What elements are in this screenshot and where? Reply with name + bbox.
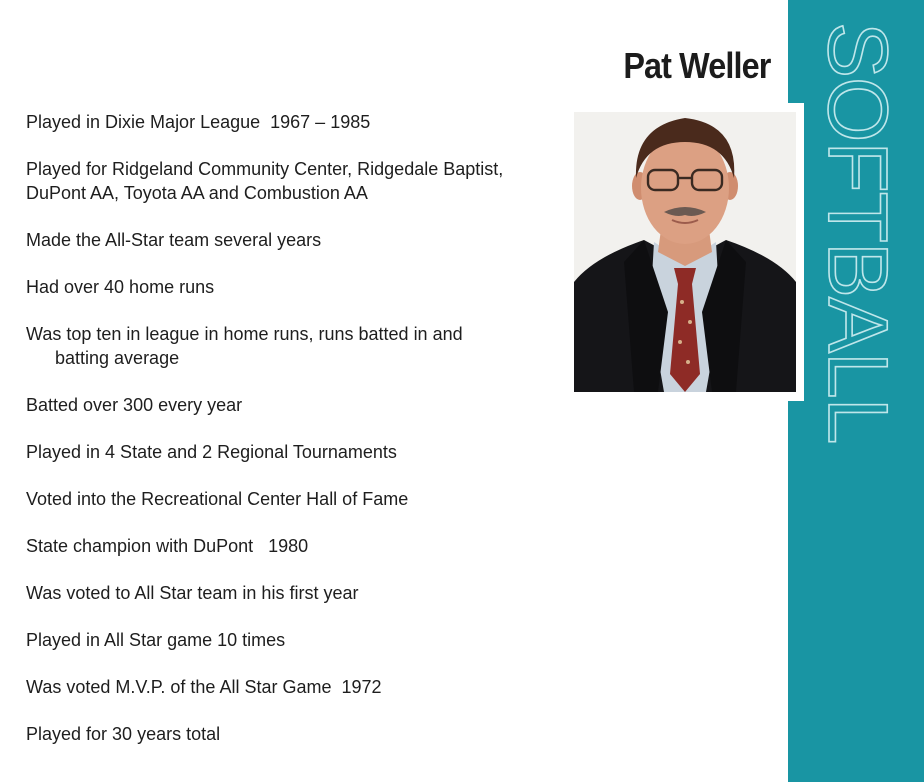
list-item: Had over 40 home runs <box>26 277 215 297</box>
section-label: SOFTBALL <box>811 22 905 444</box>
list-item: Voted into the Recreational Center Hall of Fame <box>26 489 409 509</box>
list-item: Was voted M.V.P. of the All Star Game 1972 <box>26 677 382 697</box>
list-item-continuation: batting average <box>55 348 180 368</box>
list-item: Was voted to All Star team in his first year <box>26 583 359 603</box>
list-item: Batted over 300 every year <box>26 395 243 415</box>
accomplishments-list <box>26 110 566 769</box>
list-item: Played in All Star game 10 times <box>26 630 286 650</box>
list-item: Made the All-Star team several years <box>26 230 322 250</box>
portrait-photo-icon <box>574 112 796 392</box>
list-item: Played for 30 years total <box>26 724 221 744</box>
list-item <box>26 157 566 205</box>
list-item: State champion with DuPont 1980 <box>26 536 309 556</box>
inductee-photo <box>574 112 796 392</box>
list-item-line: DuPont AA, Toyota AA and Combustion AA <box>26 183 368 203</box>
list-item: Played in Dixie Major League 1967 – 1985 <box>26 112 371 132</box>
list-item-line: Played for Ridgeland Community Center, Ridgedale Baptist, <box>26 159 504 179</box>
list-item <box>26 322 566 370</box>
list-item: Played in 4 State and 2 Regional Tournaments <box>26 442 397 462</box>
list-item-line: Was top ten in league in home runs, runs batted in and <box>26 324 463 344</box>
inductee-name: Pat Weller <box>622 45 770 86</box>
